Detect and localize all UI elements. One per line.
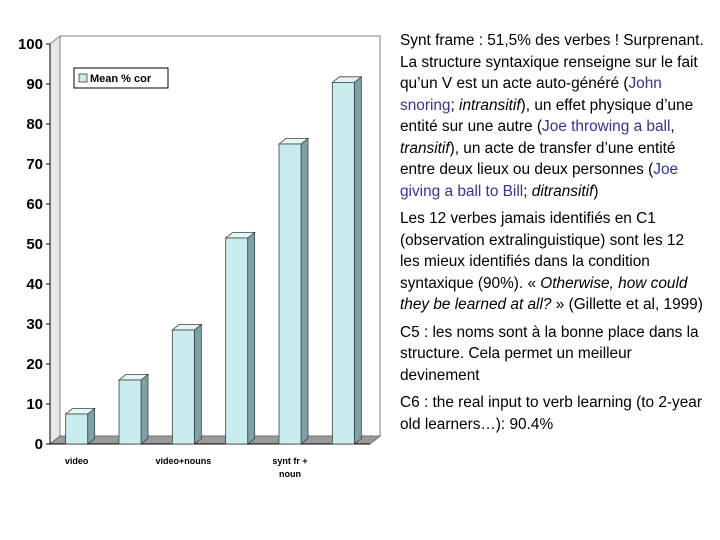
legend-swatch: [79, 74, 87, 82]
p1-text-1: Synt frame : 51,5% des verbes ! Surprenant. La structure syntaxique renseigne sur le fait qu’un V est un acte auto-généré (: [400, 32, 704, 92]
paragraph-c6: C6 : the real input to verb learning (to 2-year old learners…): 90.4%: [400, 394, 702, 433]
y-tick-label-100: 100: [17, 36, 43, 53]
y-tick-label-40: 40: [26, 276, 43, 293]
p2-text-1: Les 12 verbes jamais identifiés en C1 (observation extralinguistique) sont les 12 les mieux identifiés dans la condition syntaxique (90%). «: [400, 210, 685, 292]
x-tick-label-4: synt fr + noun: [272, 456, 308, 479]
bar-side-0: [88, 408, 95, 444]
y-tick-label-50: 50: [26, 236, 43, 253]
bar-side-4: [301, 138, 308, 444]
p1-text-7: ): [593, 182, 599, 200]
chart-left-wall: [50, 36, 60, 444]
bar-4: [279, 144, 301, 444]
y-tick-label-90: 90: [26, 76, 43, 93]
term-ditransitif: ditransitif: [531, 182, 594, 200]
p1-text-3: ), un effet physique d’une entité sur une autre (: [400, 96, 694, 135]
chart-floor: [50, 436, 380, 444]
y-tick-label-30: 30: [26, 316, 43, 333]
text-panel: [400, 30, 706, 441]
y-tick-label-0: 0: [34, 436, 43, 453]
bar-side-1: [141, 374, 148, 444]
paragraph-c5: C5 : les noms sont à la bonne place dans la structure. Cela permet un meilleur devinement: [400, 323, 699, 384]
paragraph-synt-frame: [400, 30, 706, 202]
bar-side-2: [194, 324, 201, 444]
p1-text-2: ;: [450, 96, 460, 114]
bar-side-5: [354, 77, 361, 444]
bar-1: [119, 380, 141, 444]
example-joe-throwing: Joe throwing a ball: [542, 118, 671, 135]
x-tick-label-2: video+nouns: [155, 456, 212, 466]
paragraph-12-verbes: [400, 208, 706, 316]
example-joe-giving: Joe giving a ball to Bill: [400, 161, 679, 200]
legend-label: Mean % cor: [90, 73, 152, 85]
y-tick-label-60: 60: [26, 196, 43, 213]
p1-text-5: ), un acte de transfer d’une entité entre deux lieux ou deux personnes (: [400, 139, 676, 178]
y-tick-label-70: 70: [26, 156, 43, 173]
bar-5: [332, 82, 354, 444]
y-tick-label-20: 20: [26, 356, 43, 373]
x-tick-label-0: video: [64, 456, 89, 466]
bar-side-3: [248, 232, 255, 444]
y-tick-label-10: 10: [26, 396, 43, 413]
bar-2: [172, 330, 194, 444]
term-intransitif: intransitif: [459, 96, 521, 114]
example-john-snoring: John snoring: [400, 75, 662, 114]
y-tick-label-80: 80: [26, 116, 43, 133]
bar-3: [226, 238, 248, 444]
p1-text-4: ,: [670, 118, 675, 135]
bar-0: [66, 414, 88, 444]
p1-text-6: ;: [523, 182, 532, 200]
term-transitif: transitif: [400, 139, 450, 157]
p2-text-2: » (Gillette et al, 1999): [551, 296, 703, 313]
quote-otherwise: Otherwise, how could they be learned at all?: [400, 274, 688, 313]
